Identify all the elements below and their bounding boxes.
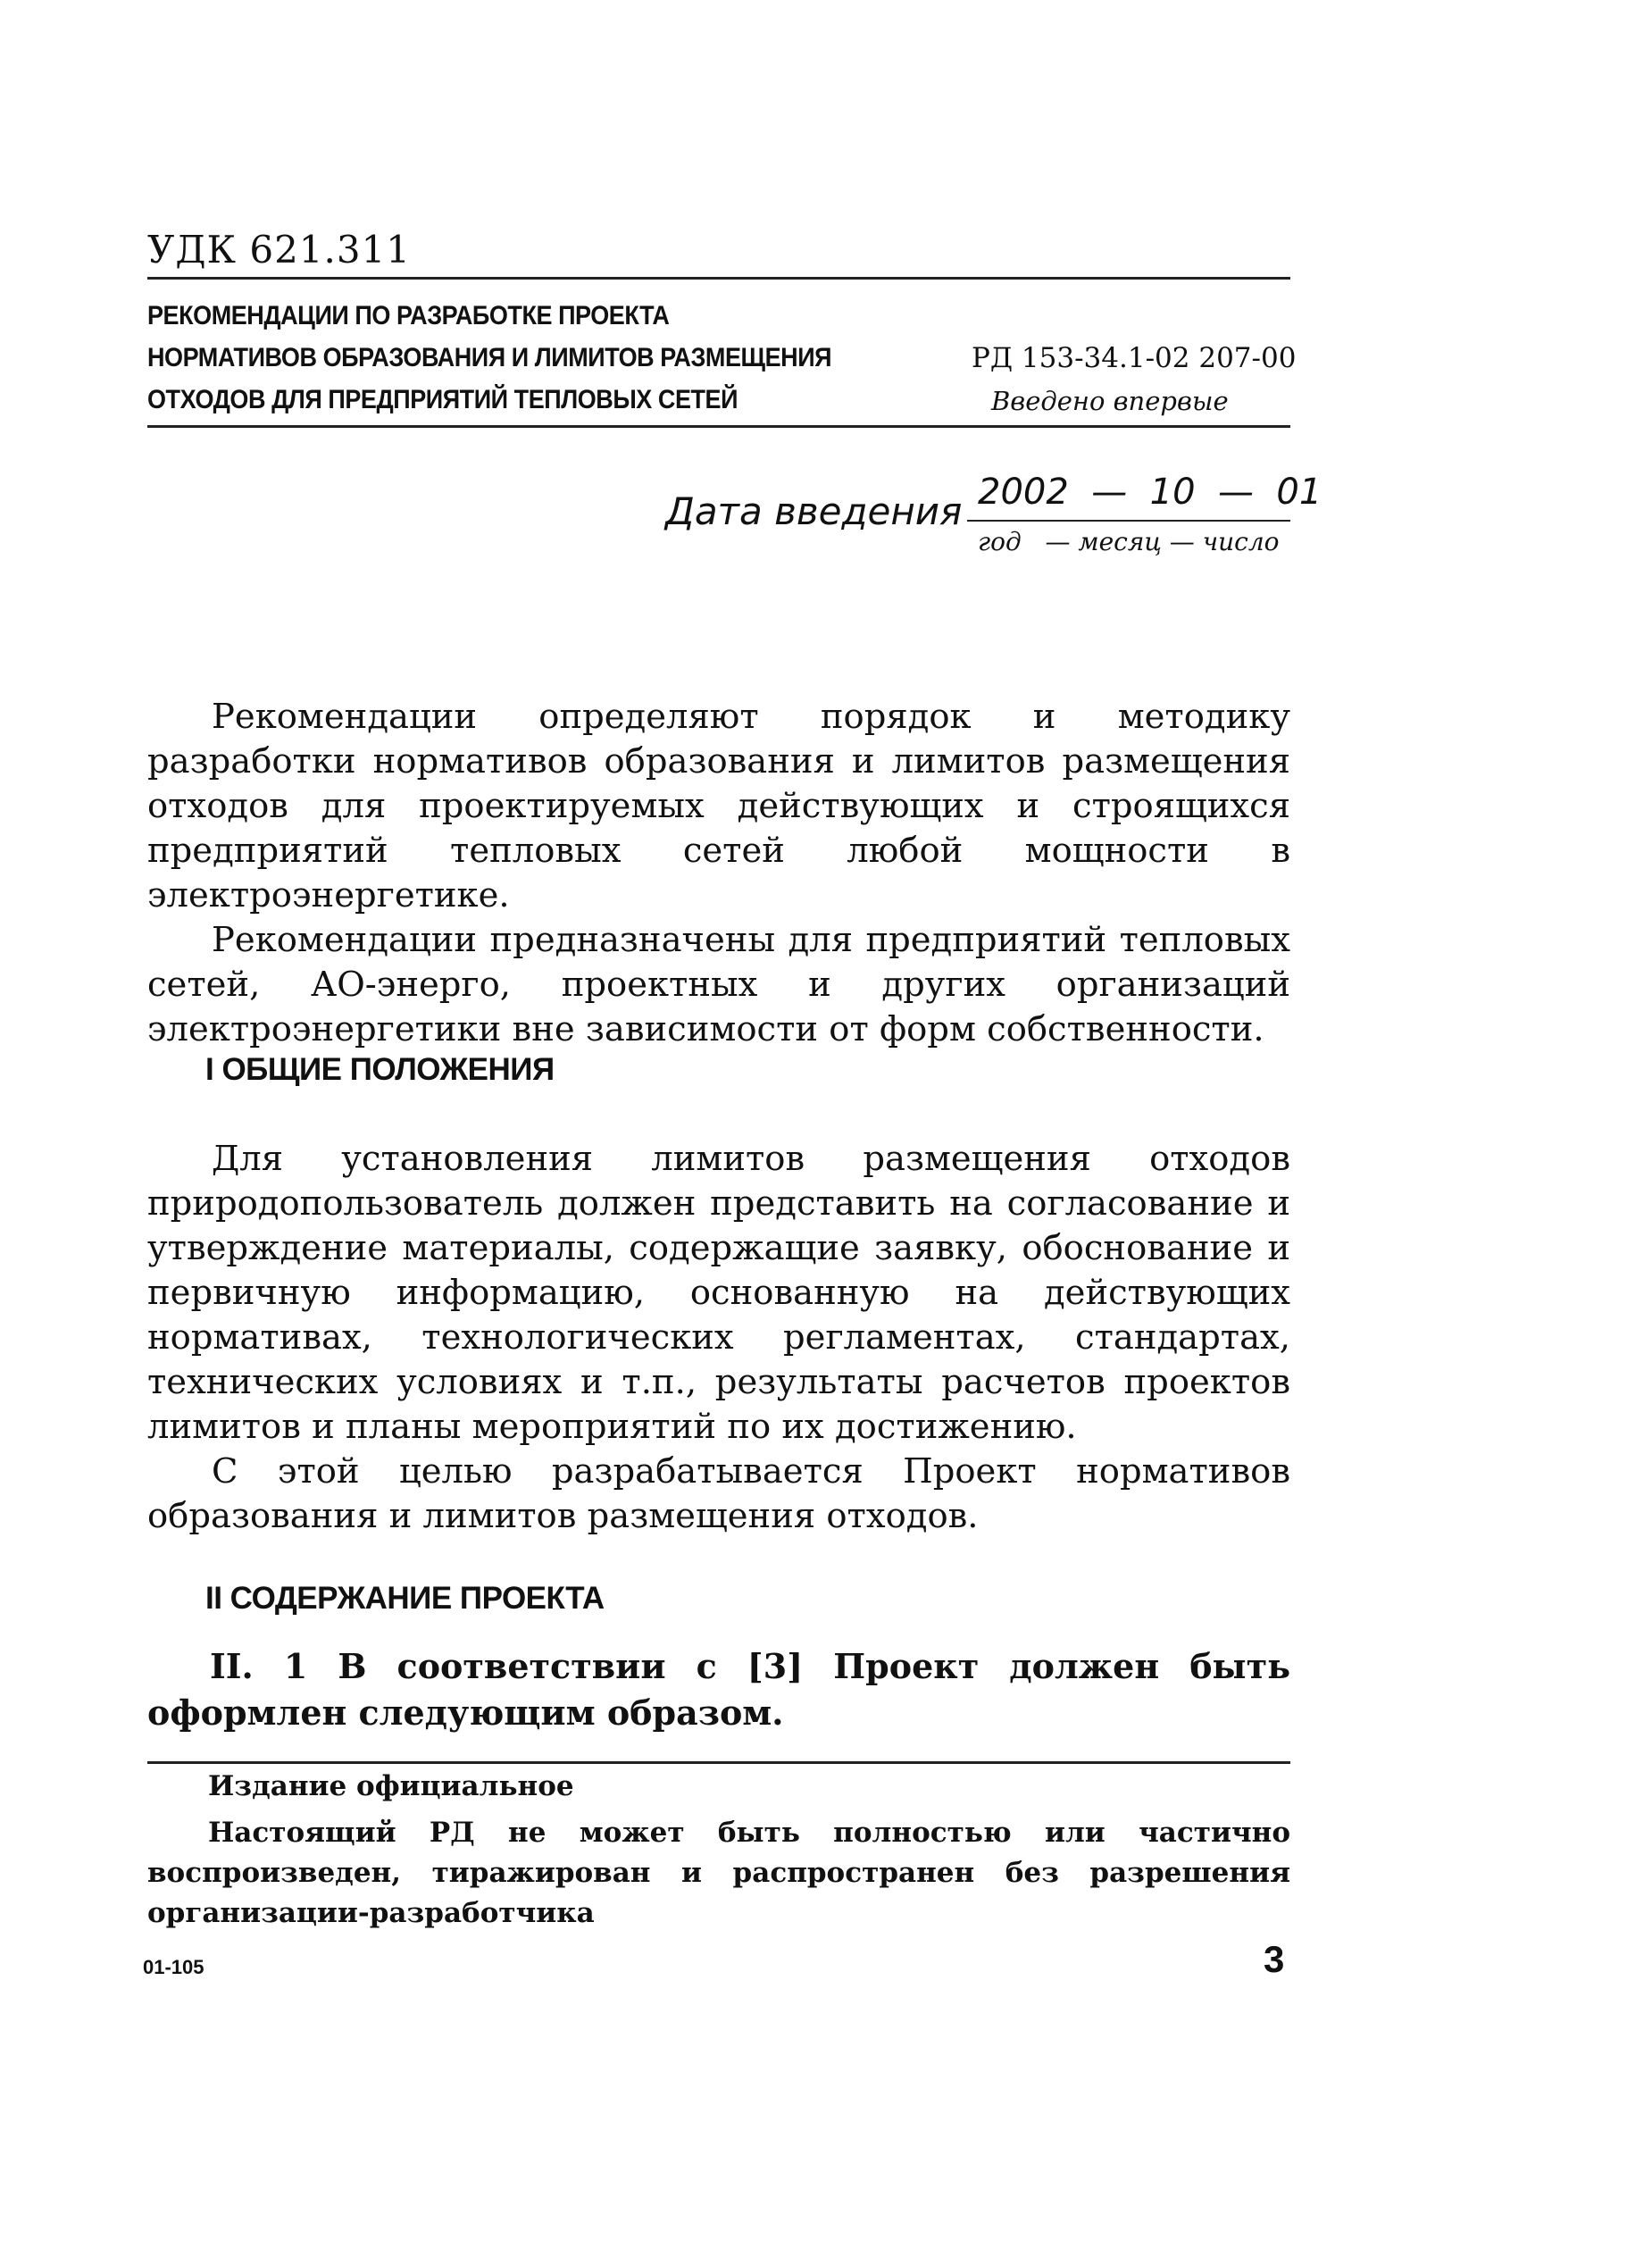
copyright-notice (147, 1813, 1290, 1934)
clause-2-1 (147, 1643, 1290, 1736)
section-1-paragraph-1: Для установления лимитов размещения отходов природопользователь должен представить на согласование и утверждение материалы, содержащие заявку, обоснование и первичную информацию, основанную на действующих нормативах, технологических регламентах, стандартах, технических условиях и т.п., результаты расчетов проектов лимитов и планы мероприятий по их достижению. (147, 1139, 1290, 1447)
intro-text (147, 695, 1290, 1052)
document-title (147, 295, 832, 421)
title-line-3: ОТХОДОВ ДЛЯ ПРЕДПРИЯТИЙ ТЕПЛОВЫХ СЕТЕЙ (147, 385, 738, 414)
introduction-date-caption: год — месяц — число (978, 527, 1280, 556)
footer-rule (147, 1761, 1290, 1764)
intro-paragraph-1: Рекомендации определяют порядок и методику разработки нормативов образования и лимитов размещения отходов для проектируемых действующих и строящихся предприятий тепловых сетей любой мощности в электроэнергетике. (147, 697, 1290, 915)
first-introduced-note: Введено впервые (991, 386, 1229, 416)
section-2-heading: II СОДЕРЖАНИЕ ПРОЕКТА (205, 1581, 605, 1616)
section-1-text (147, 1137, 1290, 1539)
introduction-date-label: Дата введения (665, 489, 963, 533)
header-bottom-rule (147, 425, 1290, 428)
copyright-notice-text: Настоящий РД не может быть полностью или частично воспроизведен, тиражирован и распространен без разрешения организации-разработчика (147, 1817, 1290, 1929)
document-code: 01-105 (143, 1956, 204, 1978)
title-line-2: НОРМАТИВОВ ОБРАЗОВАНИЯ И ЛИМИТОВ РАЗМЕЩЕНИЯ (147, 343, 832, 372)
section-1-heading: I ОБЩИЕ ПОЛОЖЕНИЯ (205, 1052, 555, 1087)
section-1-paragraph-2: С этой целью разрабатывается Проект нормативов образования и лимитов размещения отходов. (147, 1451, 1290, 1536)
page-number: 3 (1264, 1938, 1285, 1980)
introduction-date-line (967, 520, 1290, 522)
header-top-rule (147, 277, 1290, 280)
rd-code: РД 153-34.1-02 207-00 (972, 342, 1297, 374)
introduction-date-value: 2002 — 10 — 01 (978, 472, 1322, 513)
title-line-1: РЕКОМЕНДАЦИИ ПО РАЗРАБОТКЕ ПРОЕКТА (147, 301, 670, 330)
intro-paragraph-2: Рекомендации предназначены для предприятий тепловых сетей, АО-энерго, проектных и других организаций электроэнергетики вне зависимости от форм собственности. (147, 920, 1290, 1049)
official-edition-label: Издание официальное (208, 1770, 574, 1802)
clause-2-1-text: II. 1 В соответствии с [3] Проект должен быть оформлен следующим образом. (147, 1646, 1290, 1733)
udk-code: УДК 621.311 (147, 228, 412, 272)
